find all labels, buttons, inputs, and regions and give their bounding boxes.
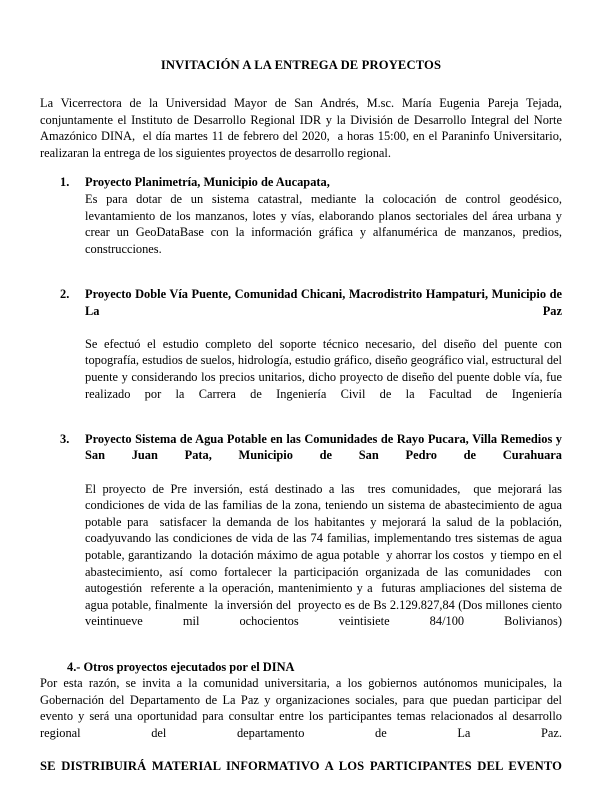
list-item-marker: 2. [60, 287, 70, 302]
intro-paragraph: La Vicerrectora de la Universidad Mayor de San Andrés, M.sc. María Eugenia Pareja Tejada, conjuntamente el Instituto de Desarrollo Regional IDR y la División de Desarrollo Integral del Norte Amazónico DINA, el día martes 11 de febrero del 2020, a horas 15:00, en el Paraninfo Universitario, realizaran la entrega de los siguientes proyectos de desarrollo regional. [40, 96, 566, 160]
page-title: INVITACIÓN A LA ENTREGA DE PROYECTOS [160, 58, 442, 72]
list-item-heading: Proyecto Doble Vía Puente, Comunidad Chicani, Macrodistrito Hampaturi, Municipio de La Paz [85, 287, 562, 318]
list-item-marker: 3. [60, 431, 70, 446]
list-item [40, 431, 566, 647]
list-item-body: Es para dotar de un sistema catastral, mediante la colocación de control geodésico, levantamiento de los manzanos, lotes y vías, elaborando planos sectoriales del área urbana y crear un GeoDataBase con la información gráfica y alfanumérica de manzanos, predios, construcciones. [85, 192, 566, 256]
list-item-marker: 1. [60, 175, 70, 190]
list-item-body: El proyecto de Pre inversión, está destinado a las tres comunidades, que mejorará las condiciones de vida de las familias de la zona, teniendo un sistema de abastecimiento de agua potable para satisfacer la demanda de los habitantes y mejorará la salud de la población, coadyuvando las condiciones de vida de las 74 familias, implementando tres sistemas de agua potable, garantizando la dotación máximo de agua potable y ahorrar los costos y tiempo en el abastecimiento, así como fortalecer la participación organizada de las comunidades con autogestión referente a la operación, mantenimiento y a futuras ampliaciones del sistema de agua potable, finalmente la inversión del proyecto es de Bs 2.129.827,84 (Dos millones ciento veintinueve mil ochocientos veintisiete 84/100 Bolivianos) [85, 481, 566, 629]
list-item [40, 286, 566, 419]
list-item [40, 174, 566, 274]
list-item-heading: Proyecto Planimetría, Municipio de Aucapata, [85, 175, 330, 190]
closing-paragraph: Por esta razón, se invita a la comunidad universitaria, a los gobiernos autónomos municipales, la Gobernación del Departamento de La Paz y organizaciones sociales, para que puedan participar del evento y será una oportunidad para consultar entre los participantes temas relacionados al desarrollo regional del departamento de La Paz. [40, 676, 566, 740]
final-note: SE DISTRIBUIRÁ MATERIAL INFORMATIVO A LOS PARTICIPANTES DEL EVENTO [40, 759, 562, 774]
list-item-body: Se efectuó el estudio completo del soporte técnico necesario, del diseño del puente con topografía, estudios de suelos, hidrología, estudio gráfico, diseño geográfico vial, estructural del puente y considerando los precios unitarios, dicho proyecto de diseño del puente doble vía, fue realizado por la Carrera de Ingeniería Civil de la Facultad de Ingeniería [85, 336, 566, 401]
list-item-heading: Proyecto Sistema de Agua Potable en las Comunidades de Rayo Pucara, Villa Remedios y San Juan Pata, Municipio de San Pedro de Curahuara [85, 431, 562, 463]
section-four-heading: 4.- Otros proyectos ejecutados por el DINA [67, 659, 295, 674]
projects-list [40, 174, 566, 646]
